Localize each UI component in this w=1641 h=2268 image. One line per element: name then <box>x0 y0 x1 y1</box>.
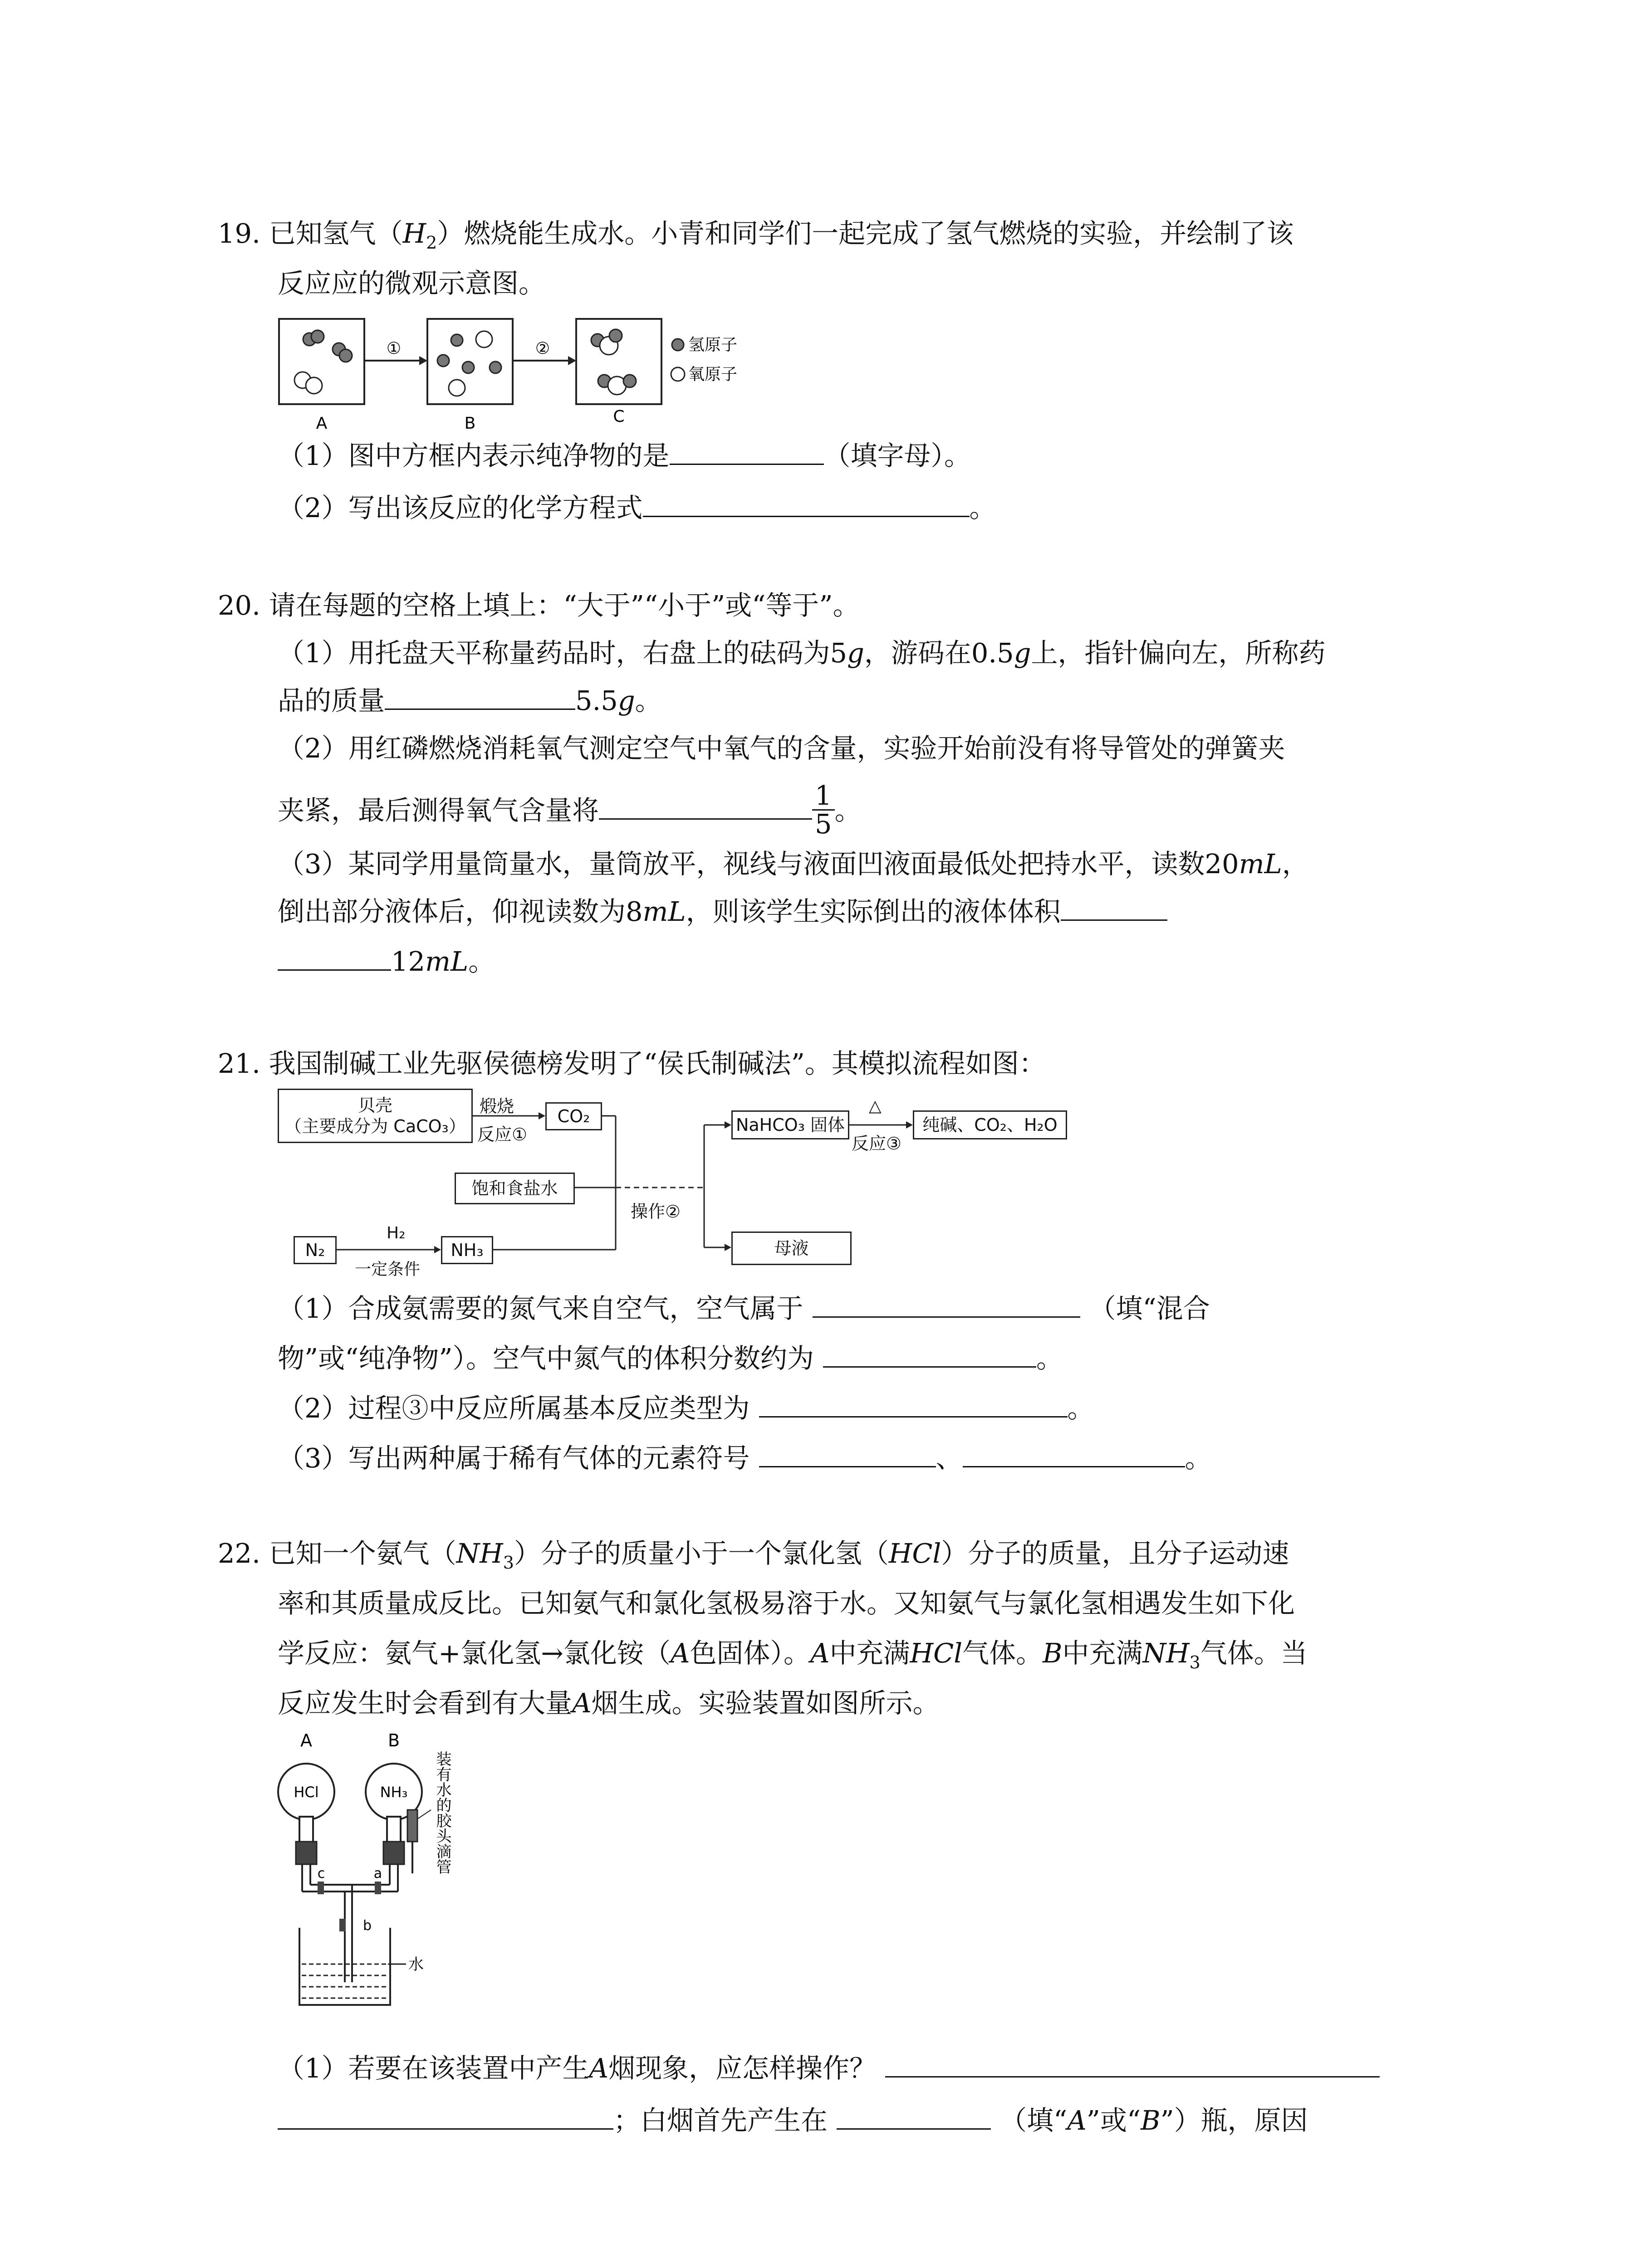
flask-b-gas: NH₃ <box>380 1784 408 1801</box>
q20-sub1-cont <box>278 680 662 721</box>
q20-sub2-b: 夹紧，最后测得氧气含量将 <box>278 795 599 826</box>
q20-sub1-f: 。 <box>635 685 662 716</box>
q21-sub1 <box>278 1288 1210 1329</box>
brine-box: 饱和食盐水 <box>455 1173 575 1204</box>
frac-num: 1 <box>812 782 835 811</box>
dropper-label: 装有水的胶头滴管 <box>433 1751 451 1874</box>
mother-liquor-box: 母液 <box>731 1232 852 1265</box>
legend-o: 氧原子 <box>688 365 738 384</box>
flask-a-label: A <box>300 1730 312 1750</box>
q20-sub1 <box>278 633 1326 674</box>
q22-sub1-c: ；白烟首先产生在 <box>613 2105 828 2136</box>
q20-g2: g <box>1014 637 1031 669</box>
q21-sub1-d: 。 <box>1036 1343 1063 1374</box>
q22-nh3: NH <box>456 1538 503 1569</box>
q20-text-1: 请在每题的空格上填上：“大于”“小于”或“等于”。 <box>269 590 860 621</box>
q20-ml3: mL <box>425 946 469 977</box>
q19-sub2-blank[interactable] <box>643 489 970 517</box>
q20-sub2-blank[interactable] <box>599 792 812 820</box>
q19-sub2 <box>278 488 996 528</box>
q22-text-3c: 中充满 <box>829 1637 910 1669</box>
calcine-label: 煅烧 <box>480 1096 514 1116</box>
q22-sub1-a: （1）若要在该装置中产生 <box>278 2053 589 2084</box>
q20-g1: g <box>847 637 864 669</box>
q21-sub3 <box>278 1438 1212 1479</box>
q19-sub1-blank[interactable] <box>670 437 824 465</box>
dropper-bulb <box>407 1810 417 1842</box>
legend-h: 氢原子 <box>688 336 738 354</box>
q22-text-4b: 烟生成。实验装置如图所示。 <box>591 1687 940 1719</box>
q21-number: 21. <box>218 1048 260 1079</box>
q22-text-3a: 学反应：氨气+氯化氢→氯化铵（ <box>278 1637 671 1669</box>
q20-ml2: mL <box>642 896 686 927</box>
q20-sub1-c: 上，指针偏向左，所称药 <box>1031 637 1326 669</box>
q22-sub1-d: （填“ <box>1000 2105 1068 2136</box>
q20-ml1: mL <box>1239 848 1282 880</box>
q22-text-4a: 反应发生时会看到有大量 <box>278 1687 573 1719</box>
delta-label: △ <box>869 1097 882 1115</box>
q19-number: 19. <box>218 218 260 249</box>
q21-sub3-c: 。 <box>1185 1442 1212 1474</box>
n2-box: N₂ <box>294 1236 337 1264</box>
q22-qb: B <box>1141 2105 1161 2136</box>
q21-sub1-c: 物”或“纯净物”）。空气中氮气的体积分数约为 <box>278 1343 814 1374</box>
q22-sub1-f: ”）瓶，原因 <box>1160 2105 1308 2136</box>
q20-sub2-c: 。 <box>834 795 862 826</box>
q20-number: 20. <box>218 590 260 621</box>
q22-text-1c: ）分子的质量，且分子运动速 <box>941 1538 1289 1569</box>
q22-line4 <box>278 1683 940 1724</box>
q21-text-1: 我国制碱工业先驱侯德榜发明了“侯氏制碱法”。其模拟流程如图： <box>269 1048 1046 1079</box>
q21-sub2-blank[interactable] <box>759 1390 1068 1418</box>
q20-line1 <box>218 585 860 626</box>
q22-text-3e: 中充满 <box>1062 1637 1143 1669</box>
label-c: C <box>613 407 625 426</box>
frac-den: 5 <box>815 808 832 840</box>
q22-nh3-sub: 3 <box>503 1552 514 1573</box>
q22-line2: 率和其质量成反比。已知氨气和氯化氢极易溶于水。又知氨气与氯化氢相遇发生如下化 <box>278 1588 1295 1619</box>
co2-box: CO₂ <box>545 1102 602 1130</box>
q22-sub1-blank-b[interactable] <box>278 2102 613 2130</box>
q20-sub3-cont <box>278 891 1167 932</box>
q22-line1 <box>218 1533 1289 1583</box>
q22-apparatus-diagram <box>272 1728 490 2028</box>
q21-sub1-b: （填“混合 <box>1089 1293 1210 1324</box>
q22-sub1-blank-a[interactable] <box>885 2050 1380 2077</box>
q20-sub3-blank-b[interactable] <box>278 943 391 971</box>
flask-b-label: B <box>387 1730 400 1750</box>
q22-sub1-cont <box>278 2100 1308 2141</box>
reaction3-label: 反应③ <box>852 1134 902 1154</box>
q22-a3: A <box>572 1687 592 1719</box>
stopper-a <box>296 1842 317 1864</box>
q19-h2-sub: 2 <box>426 232 437 253</box>
clamp-c-label: c <box>317 1866 325 1882</box>
q20-sub1-e: 5.5 <box>575 685 618 716</box>
box-c-molecules <box>591 329 636 395</box>
q20-sub3-end <box>278 941 495 982</box>
products-box: 纯碱、CO₂、H₂O <box>913 1110 1067 1139</box>
shell-sub-label: （主要成分为 CaCO₃） <box>284 1116 466 1136</box>
clamp-a-label: a <box>373 1866 382 1882</box>
q22-text-3f: 气体。当 <box>1200 1637 1308 1669</box>
clamp-c <box>318 1882 324 1894</box>
q22-number: 22. <box>218 1538 260 1569</box>
one-fifth-fraction <box>812 782 835 838</box>
q22-text-3b: 色固体）。 <box>690 1637 810 1669</box>
q21-sub2-a: （2）过程③中反应所属基本反应类型为 <box>278 1393 750 1424</box>
q21-sub1-a: （1）合成氨需要的氮气来自空气，空气属于 <box>278 1293 803 1324</box>
legend-h-icon <box>672 339 684 351</box>
q22-sub1-e: ”或“ <box>1086 2105 1141 2136</box>
q22-nh3b-sub: 3 <box>1189 1652 1200 1672</box>
q22-text-3d: 气体。 <box>962 1637 1043 1669</box>
box-b-atoms <box>437 331 501 396</box>
q22-a1: A <box>670 1637 690 1669</box>
q19-sub2-text: （2）写出该反应的化学方程式 <box>278 492 643 523</box>
q19-sub2-text-b: 。 <box>969 492 996 523</box>
q20-sub3-f: 。 <box>468 946 495 977</box>
q21-sub2 <box>278 1388 1094 1429</box>
q22-sub1-blank-c[interactable] <box>837 2102 991 2130</box>
q21-sub3-blank-a[interactable] <box>759 1440 936 1467</box>
q20-sub3-a: （3）某同学用量筒量水，量筒放平，视线与液面凹液面最低处把持水平，读数20 <box>278 848 1239 880</box>
h2-label: H₂ <box>387 1224 406 1242</box>
q20-sub3-c: 倒出部分液体后，仰视读数为8 <box>278 896 643 927</box>
operation2-label: 操作② <box>631 1202 681 1222</box>
q19-sub1-text: （1）图中方框内表示纯净物的是 <box>278 440 670 471</box>
q21-sub2-b: 。 <box>1067 1393 1094 1424</box>
clamp-b-label: b <box>363 1918 372 1934</box>
q19-line2: 反应应的微观示意图。 <box>278 268 546 299</box>
label-a: A <box>316 414 328 433</box>
q20-sub1-b: ，游码在0.5 <box>864 637 1014 669</box>
stopper-b <box>383 1842 404 1864</box>
q21-sub1-blank-a[interactable] <box>813 1290 1080 1318</box>
q20-sub2-cont <box>278 780 862 841</box>
q22-qa: A <box>1067 2105 1087 2136</box>
shell-box <box>278 1089 473 1143</box>
shell-label: 贝壳 <box>358 1095 392 1115</box>
q22-a2: A <box>810 1637 830 1669</box>
legend-o-icon <box>671 367 685 381</box>
q20-sub3-blank-a[interactable] <box>1061 893 1167 921</box>
q20-sub1-a: （1）用托盘天平称量药品时，右盘上的砝码为5 <box>278 637 847 669</box>
q22-sub1 <box>278 2048 1380 2089</box>
q21-flowchart <box>278 1089 1072 1279</box>
step1-label: ① <box>386 339 402 358</box>
q22-line3 <box>278 1633 1308 1683</box>
q22-text-1a: 已知一个氨气（ <box>269 1538 456 1569</box>
water-label: 水 <box>408 1955 424 1974</box>
q20-sub3-e: 12 <box>391 946 426 977</box>
q19-line1 <box>218 213 1293 263</box>
nh3-box: NH₃ <box>441 1236 493 1264</box>
q19-text-1a: 已知氢气（ <box>269 218 403 249</box>
condition-label: 一定条件 <box>355 1260 421 1279</box>
flask-a-gas: HCl <box>294 1784 319 1801</box>
q22-hcl: HCl <box>888 1538 941 1569</box>
q21-sub3-b: 、 <box>936 1442 963 1474</box>
q20-sub1-d: 品的质量 <box>278 685 385 716</box>
clamp-b <box>339 1919 346 1931</box>
clamp-a <box>375 1882 381 1894</box>
q20-sub2: （2）用红磷燃烧消耗氧气测定空气中氧气的含量，实验开始前没有将导管处的弹簧夹 <box>278 733 1285 764</box>
q20-sub3-b: ， <box>1282 848 1309 880</box>
q22-hcl2: HCl <box>910 1637 963 1669</box>
label-b: B <box>464 414 476 433</box>
nahco3-box: NaHCO₃ 固体 <box>731 1110 849 1139</box>
q20-sub3-d: ，则该学生实际倒出的液体体积 <box>686 896 1061 927</box>
q22-text-1b: ）分子的质量小于一个氯化氢（ <box>514 1538 889 1569</box>
q20-sub1-blank[interactable] <box>385 682 575 710</box>
q21-sub1-blank-b[interactable] <box>823 1340 1036 1368</box>
q19-h2: H <box>402 218 426 249</box>
reaction1-label: 反应① <box>477 1124 528 1144</box>
q20-sub3 <box>278 844 1309 885</box>
box-a-molecules <box>294 330 352 394</box>
q19-sub1 <box>278 435 971 476</box>
q22-sub1-b: 烟现象，应怎样操作？ <box>608 2053 877 2084</box>
q19-text-1b: ）燃烧能生成水。小青和同学们一起完成了氢气燃烧的实验，并绘制了该 <box>437 218 1294 249</box>
q22-nh3b: NH <box>1142 1637 1190 1669</box>
q19-sub1-text-b: （填字母）。 <box>823 440 971 471</box>
q19-micro-diagram <box>278 318 777 435</box>
q21-line1 <box>218 1043 1046 1084</box>
q22-a4: A <box>589 2053 609 2084</box>
q21-sub3-a: （3）写出两种属于稀有气体的元素符号 <box>278 1442 750 1474</box>
q20-g3: g <box>617 685 635 716</box>
q21-sub3-blank-b[interactable] <box>963 1440 1185 1467</box>
q22-b1: B <box>1043 1637 1063 1669</box>
q21-sub1-cont <box>278 1338 1063 1379</box>
step2-label: ② <box>535 339 550 358</box>
